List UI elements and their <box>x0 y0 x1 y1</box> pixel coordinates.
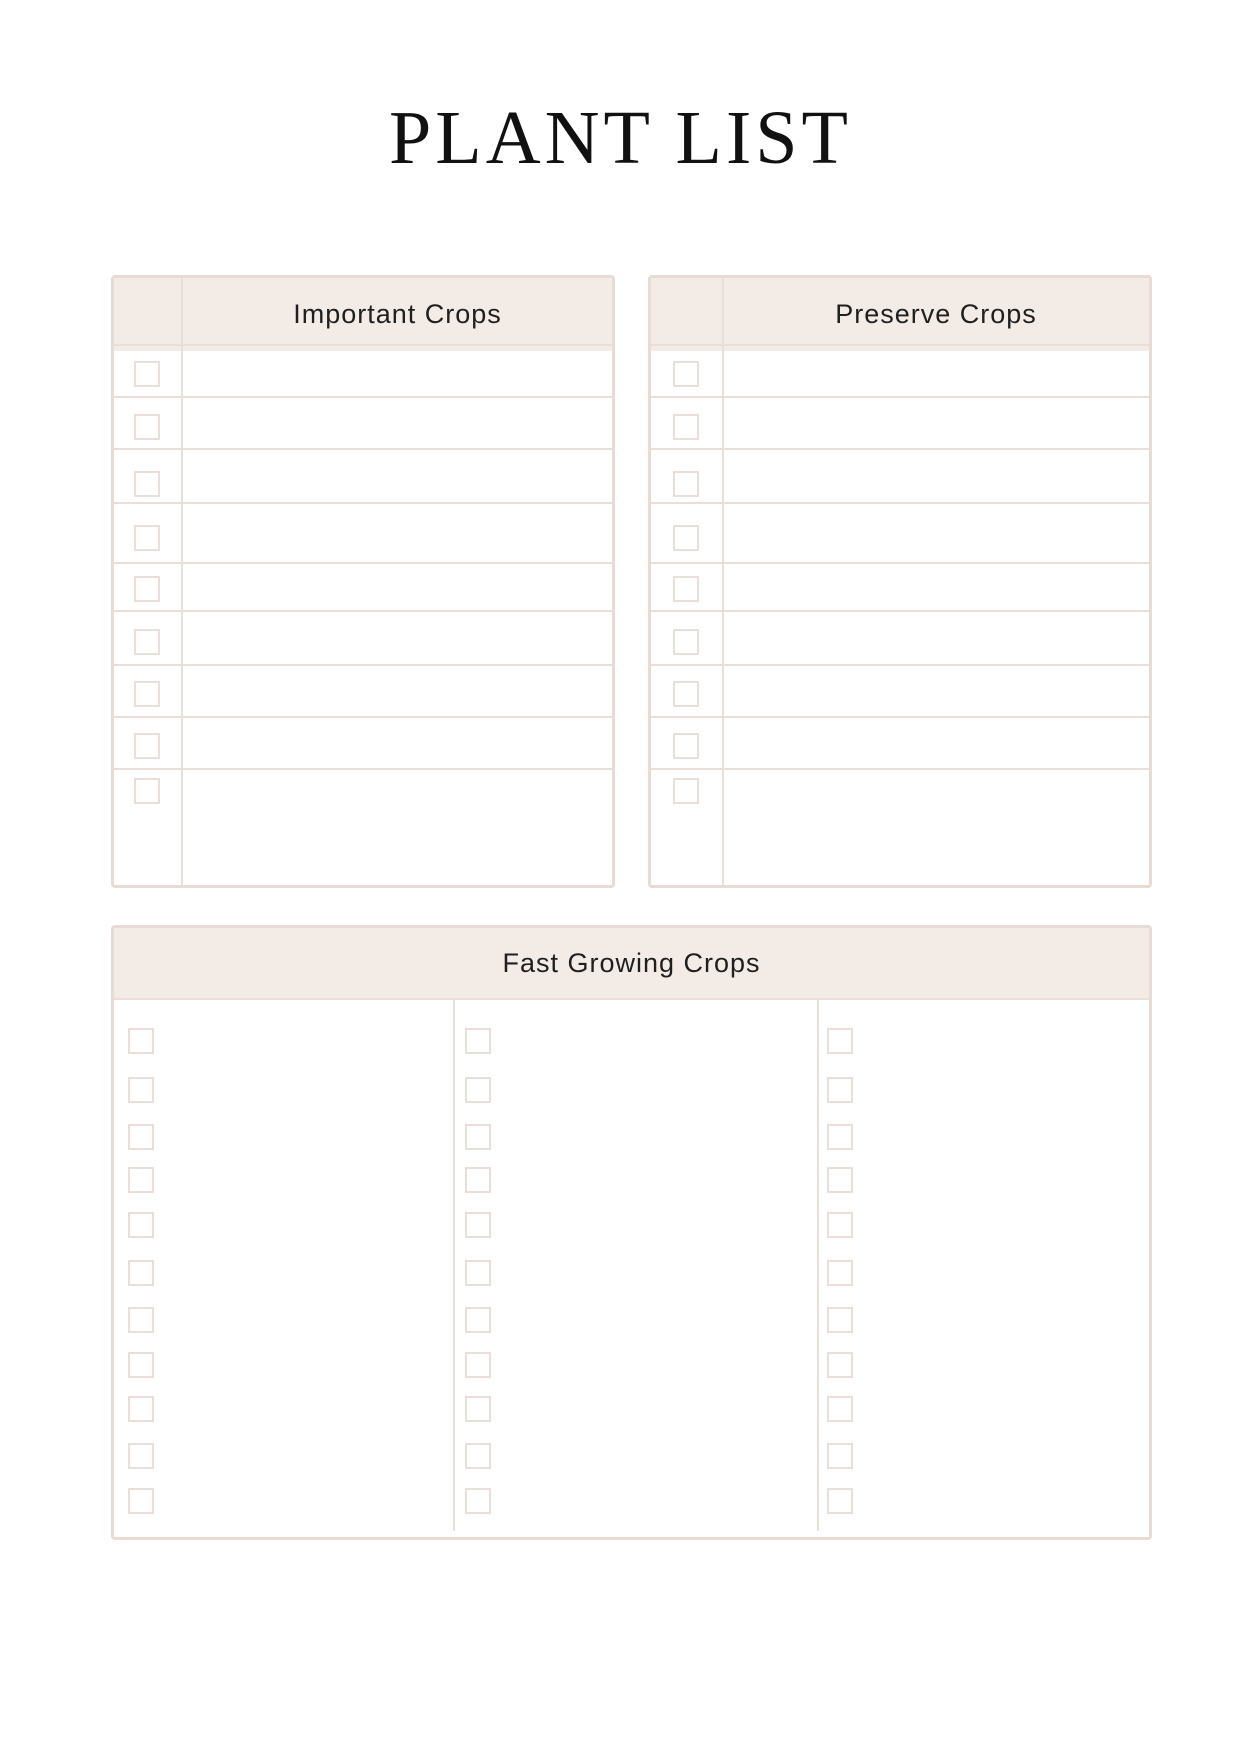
important-crops-table <box>111 275 615 888</box>
important-crops-row-divider <box>114 448 612 450</box>
fast-growing-crops-checkbox[interactable] <box>128 1028 154 1054</box>
preserve-crops-table <box>648 275 1152 888</box>
fast-growing-crops-checkbox[interactable] <box>827 1028 853 1054</box>
fast-growing-crops-checkbox[interactable] <box>128 1077 154 1103</box>
preserve-crops-checkbox[interactable] <box>673 778 699 804</box>
important-crops-row-divider <box>114 610 612 612</box>
fast-growing-crops-checkbox[interactable] <box>128 1124 154 1150</box>
fast-growing-crops-checkbox[interactable] <box>827 1443 853 1469</box>
fast-growing-crops-checkbox[interactable] <box>827 1260 853 1286</box>
fast-growing-crops-checkbox[interactable] <box>465 1028 491 1054</box>
preserve-crops-checkbox[interactable] <box>673 414 699 440</box>
fast-growing-crops-checkbox[interactable] <box>827 1212 853 1238</box>
fast-growing-crops-checkbox[interactable] <box>128 1307 154 1333</box>
fast-growing-crops-checkbox[interactable] <box>465 1307 491 1333</box>
fast-growing-crops-checkbox[interactable] <box>827 1396 853 1422</box>
important-crops-row-divider <box>114 562 612 564</box>
important-crops-row-divider <box>114 768 612 770</box>
fast-growing-crops-checkbox[interactable] <box>827 1488 853 1514</box>
important-crops-checkbox[interactable] <box>134 778 160 804</box>
important-crops-checkbox[interactable] <box>134 629 160 655</box>
preserve-crops-header <box>651 278 1149 351</box>
preserve-crops-header-divider <box>651 344 1149 346</box>
fast-growing-crops-checkbox[interactable] <box>128 1212 154 1238</box>
important-crops-checkbox[interactable] <box>134 733 160 759</box>
fast-growing-crops-checkbox[interactable] <box>128 1260 154 1286</box>
preserve-crops-checkbox[interactable] <box>673 361 699 387</box>
fast-growing-crops-checkbox[interactable] <box>465 1260 491 1286</box>
fast-growing-crops-checkbox[interactable] <box>465 1167 491 1193</box>
fast-growing-crops-table <box>111 925 1152 1540</box>
important-crops-checkbox[interactable] <box>134 576 160 602</box>
fast-growing-crops-checkbox[interactable] <box>128 1443 154 1469</box>
important-crops-row-divider <box>114 716 612 718</box>
fast-growing-crops-checkbox[interactable] <box>827 1352 853 1378</box>
preserve-crops-checkbox[interactable] <box>673 629 699 655</box>
page-title: PLANT LIST <box>389 96 852 180</box>
important-crops-checkbox[interactable] <box>134 414 160 440</box>
fast-growing-crops-checkbox[interactable] <box>465 1396 491 1422</box>
important-crops-heading: Important Crops <box>293 299 502 329</box>
important-crops-checkbox[interactable] <box>134 361 160 387</box>
fast-growing-crops-checkbox[interactable] <box>827 1124 853 1150</box>
fast-growing-crops-checkbox[interactable] <box>827 1077 853 1103</box>
fast-growing-crops-checkbox[interactable] <box>465 1212 491 1238</box>
preserve-crops-row-divider <box>651 664 1149 666</box>
important-crops-checkbox[interactable] <box>134 471 160 497</box>
important-crops-column-divider <box>181 278 183 885</box>
preserve-crops-row-divider <box>651 562 1149 564</box>
preserve-crops-checkbox[interactable] <box>673 733 699 759</box>
important-crops-row-divider <box>114 502 612 504</box>
important-crops-row-divider <box>114 396 612 398</box>
preserve-crops-checkbox[interactable] <box>673 576 699 602</box>
preserve-crops-column-divider <box>722 278 724 885</box>
fast-growing-crops-checkbox[interactable] <box>128 1352 154 1378</box>
fast-growing-crops-header <box>114 928 1149 999</box>
fast-growing-crops-checkbox[interactable] <box>128 1488 154 1514</box>
important-crops-checkbox[interactable] <box>134 681 160 707</box>
preserve-crops-row-divider <box>651 610 1149 612</box>
fast-growing-crops-checkbox[interactable] <box>128 1167 154 1193</box>
fast-growing-crops-column-divider <box>817 998 819 1531</box>
fast-growing-crops-column-divider <box>453 998 455 1531</box>
preserve-crops-checkbox[interactable] <box>673 525 699 551</box>
important-crops-header <box>114 278 612 351</box>
preserve-crops-row-divider <box>651 502 1149 504</box>
fast-growing-crops-heading: Fast Growing Crops <box>502 948 761 978</box>
preserve-crops-checkbox[interactable] <box>673 471 699 497</box>
important-crops-header-divider <box>114 344 612 346</box>
fast-growing-crops-checkbox[interactable] <box>465 1077 491 1103</box>
fast-growing-crops-checkbox[interactable] <box>827 1307 853 1333</box>
preserve-crops-row-divider <box>651 396 1149 398</box>
preserve-crops-row-divider <box>651 768 1149 770</box>
fast-growing-crops-checkbox[interactable] <box>128 1396 154 1422</box>
important-crops-row-divider <box>114 664 612 666</box>
important-crops-checkbox[interactable] <box>134 525 160 551</box>
fast-growing-crops-checkbox[interactable] <box>465 1488 491 1514</box>
fast-growing-crops-checkbox[interactable] <box>827 1167 853 1193</box>
preserve-crops-checkbox[interactable] <box>673 681 699 707</box>
preserve-crops-row-divider <box>651 448 1149 450</box>
preserve-crops-row-divider <box>651 716 1149 718</box>
preserve-crops-heading: Preserve Crops <box>835 299 1037 329</box>
fast-growing-crops-checkbox[interactable] <box>465 1443 491 1469</box>
fast-growing-crops-header-divider <box>114 998 1149 1000</box>
fast-growing-crops-checkbox[interactable] <box>465 1352 491 1378</box>
fast-growing-crops-checkbox[interactable] <box>465 1124 491 1150</box>
